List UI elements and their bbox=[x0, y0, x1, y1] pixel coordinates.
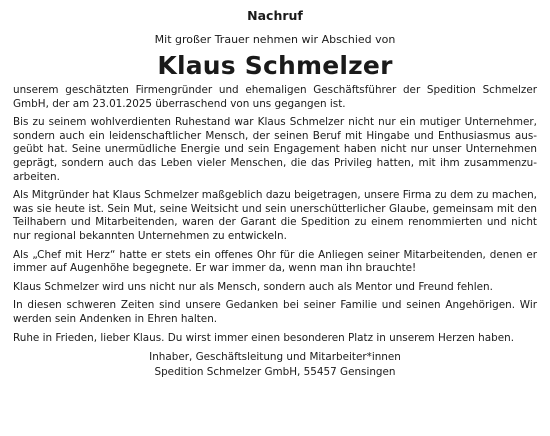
paragraph-thoughts: In diesen schweren Zeiten sind unsere Gedanken bei seiner Familie und seinen Angehörigen. Wir werden sein Andenken in Ehren halten. bbox=[13, 299, 537, 325]
notice-heading: Nachruf bbox=[247, 8, 303, 23]
paragraph-mentor: Klaus Schmelzer wird uns nicht nur als Mensch, sondern auch als Mentor und Freund fehlen. bbox=[13, 280, 493, 293]
signature-block bbox=[13, 350, 537, 380]
paragraph-career: Bis zu seinem wohlverdienten Ruhestand war Klaus Schmelzer nicht nur ein mutiger Unternehmer, sondern auch ein leidenschaftlicher Mensch, der seinen Beruf mit Hingabe und Enthusiasmus ausgeübt hat. Seine unermüdliche Energie und sein Engagement haben nicht nur unser Unternehmen geprägt, sondern auch das Leben vieler Menschen, die das Privileg hatten, mit ihm zusammenzuarbeiten. bbox=[13, 116, 537, 183]
paragraph-farewell: Ruhe in Frieden, lieber Klaus. Du wirst immer einen besonderen Platz in unserem Herzen haben. bbox=[13, 331, 514, 344]
signature-line-company: Spedition Schmelzer GmbH, 55457 Gensingen bbox=[154, 366, 396, 379]
deceased-name: Klaus Schmelzer bbox=[157, 51, 393, 80]
paragraph-intro: unserem geschätzten Firmengründer und ehemaligen Geschäftsführer der Spedition Schmelzer GmbH, der am 23.01.2025 überraschend von uns gegangen ist. bbox=[13, 84, 537, 110]
intro-line: Mit großer Trauer nehmen wir Abschied von bbox=[154, 33, 396, 46]
obituary-body bbox=[13, 84, 537, 345]
signature-line-staff: Inhaber, Geschäftsleitung und Mitarbeiter*innen bbox=[149, 351, 401, 364]
paragraph-chef-mit-herz: Als „Chef mit Herz“ hatte er stets ein offenes Ohr für die Anliegen seiner Mitarbeitenden, denen er immer auf Augenhöhe begegnete. Er war immer da, wenn man ihn brauchte! bbox=[13, 248, 537, 275]
paragraph-cofounder: Als Mitgründer hat Klaus Schmelzer maßgeblich dazu beigetragen, unsere Firma zu dem zu machen, was sie heute ist. Sein Mut, seine Weitsicht und sein unerschütterlicher Glaube, gemeinsam mit den Teilhabern und Mitarbeitenden, waren der Garant die Spedition zu einem renommierten und nicht nur regional bekannten Unternehmen zu entwickeln. bbox=[13, 189, 537, 242]
